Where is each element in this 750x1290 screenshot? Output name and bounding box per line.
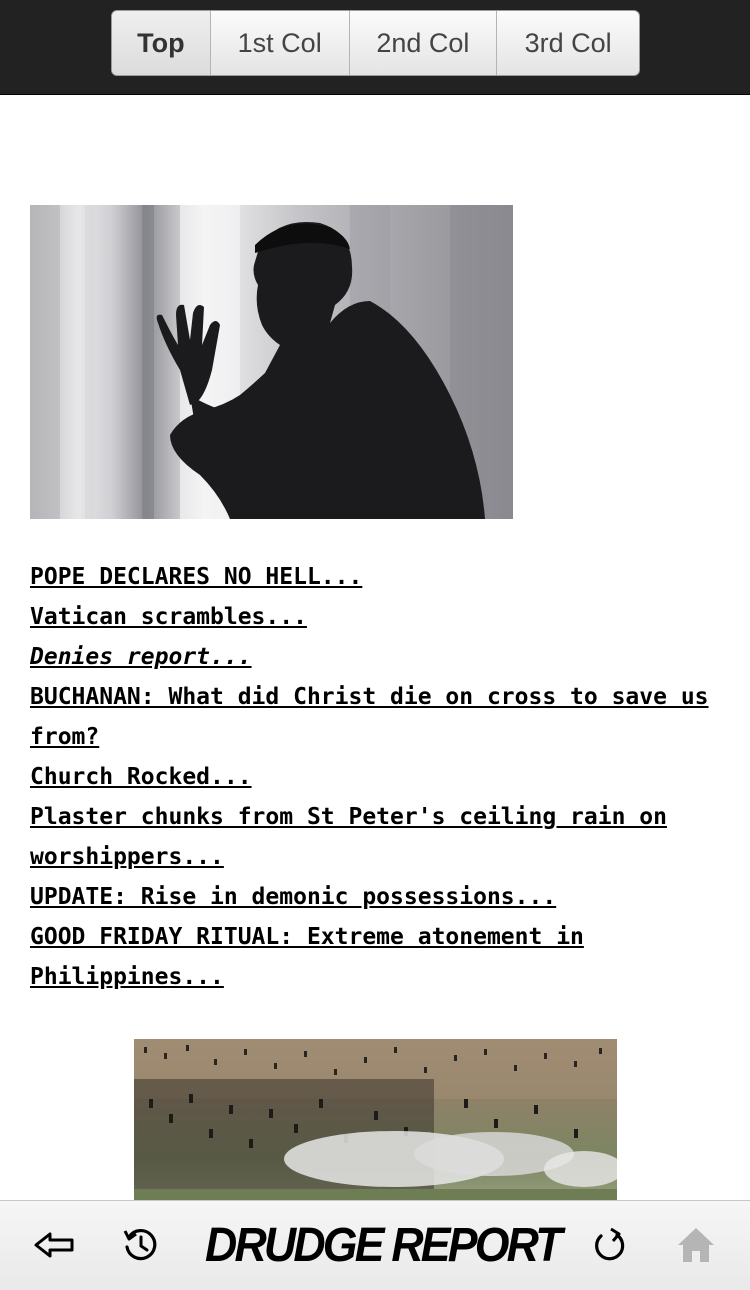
headline-link[interactable]: Denies report... (30, 644, 252, 670)
headline-item (30, 877, 730, 917)
headline-item (30, 557, 730, 597)
headline-link[interactable]: GOOD FRIDAY RITUAL: Extreme atonement in Philippines... (30, 924, 584, 990)
back-button[interactable] (32, 1223, 76, 1267)
history-button[interactable] (119, 1223, 163, 1267)
headline-list (30, 557, 730, 997)
headline-link[interactable]: BUCHANAN: What did Christ die on cross to save us from? (30, 684, 709, 750)
tab-1st-col[interactable]: 1st Col (211, 11, 350, 75)
refresh-button[interactable] (587, 1223, 631, 1267)
home-button[interactable] (674, 1223, 718, 1267)
headline-item (30, 637, 730, 677)
headline-link[interactable]: UPDATE: Rise in demonic possessions... (30, 884, 557, 910)
bottom-toolbar (0, 1200, 750, 1290)
home-icon (674, 1223, 718, 1267)
refresh-icon (587, 1223, 631, 1267)
column-segmented-control (111, 10, 640, 76)
crowd-graphic (134, 1039, 617, 1200)
headline-item (30, 797, 730, 877)
pope-silhouette-photo[interactable] (30, 205, 513, 519)
headline-item (30, 917, 730, 997)
headline-link[interactable]: Church Rocked... (30, 764, 252, 790)
headline-item (30, 677, 730, 757)
history-icon (119, 1223, 163, 1267)
headline-item (30, 757, 730, 797)
back-arrow-icon (32, 1223, 76, 1267)
main-content (0, 95, 750, 1200)
headline-item (30, 597, 730, 637)
headline-link[interactable]: Plaster chunks from St Peter's ceiling rain on worshippers... (30, 804, 667, 870)
crowd-tear-gas-photo[interactable] (134, 1039, 617, 1200)
tab-top[interactable]: Top (112, 11, 211, 75)
headline-link[interactable]: POPE DECLARES NO HELL... (30, 564, 363, 590)
headline-link[interactable]: Vatican scrambles... (30, 604, 307, 630)
tab-2nd-col[interactable]: 2nd Col (350, 11, 498, 75)
top-navigation-bar (0, 0, 750, 95)
drudge-report-logo[interactable]: DRUDGE REPORT (205, 1219, 560, 1272)
pope-silhouette-graphic (30, 205, 513, 519)
tab-3rd-col[interactable]: 3rd Col (524, 27, 612, 58)
